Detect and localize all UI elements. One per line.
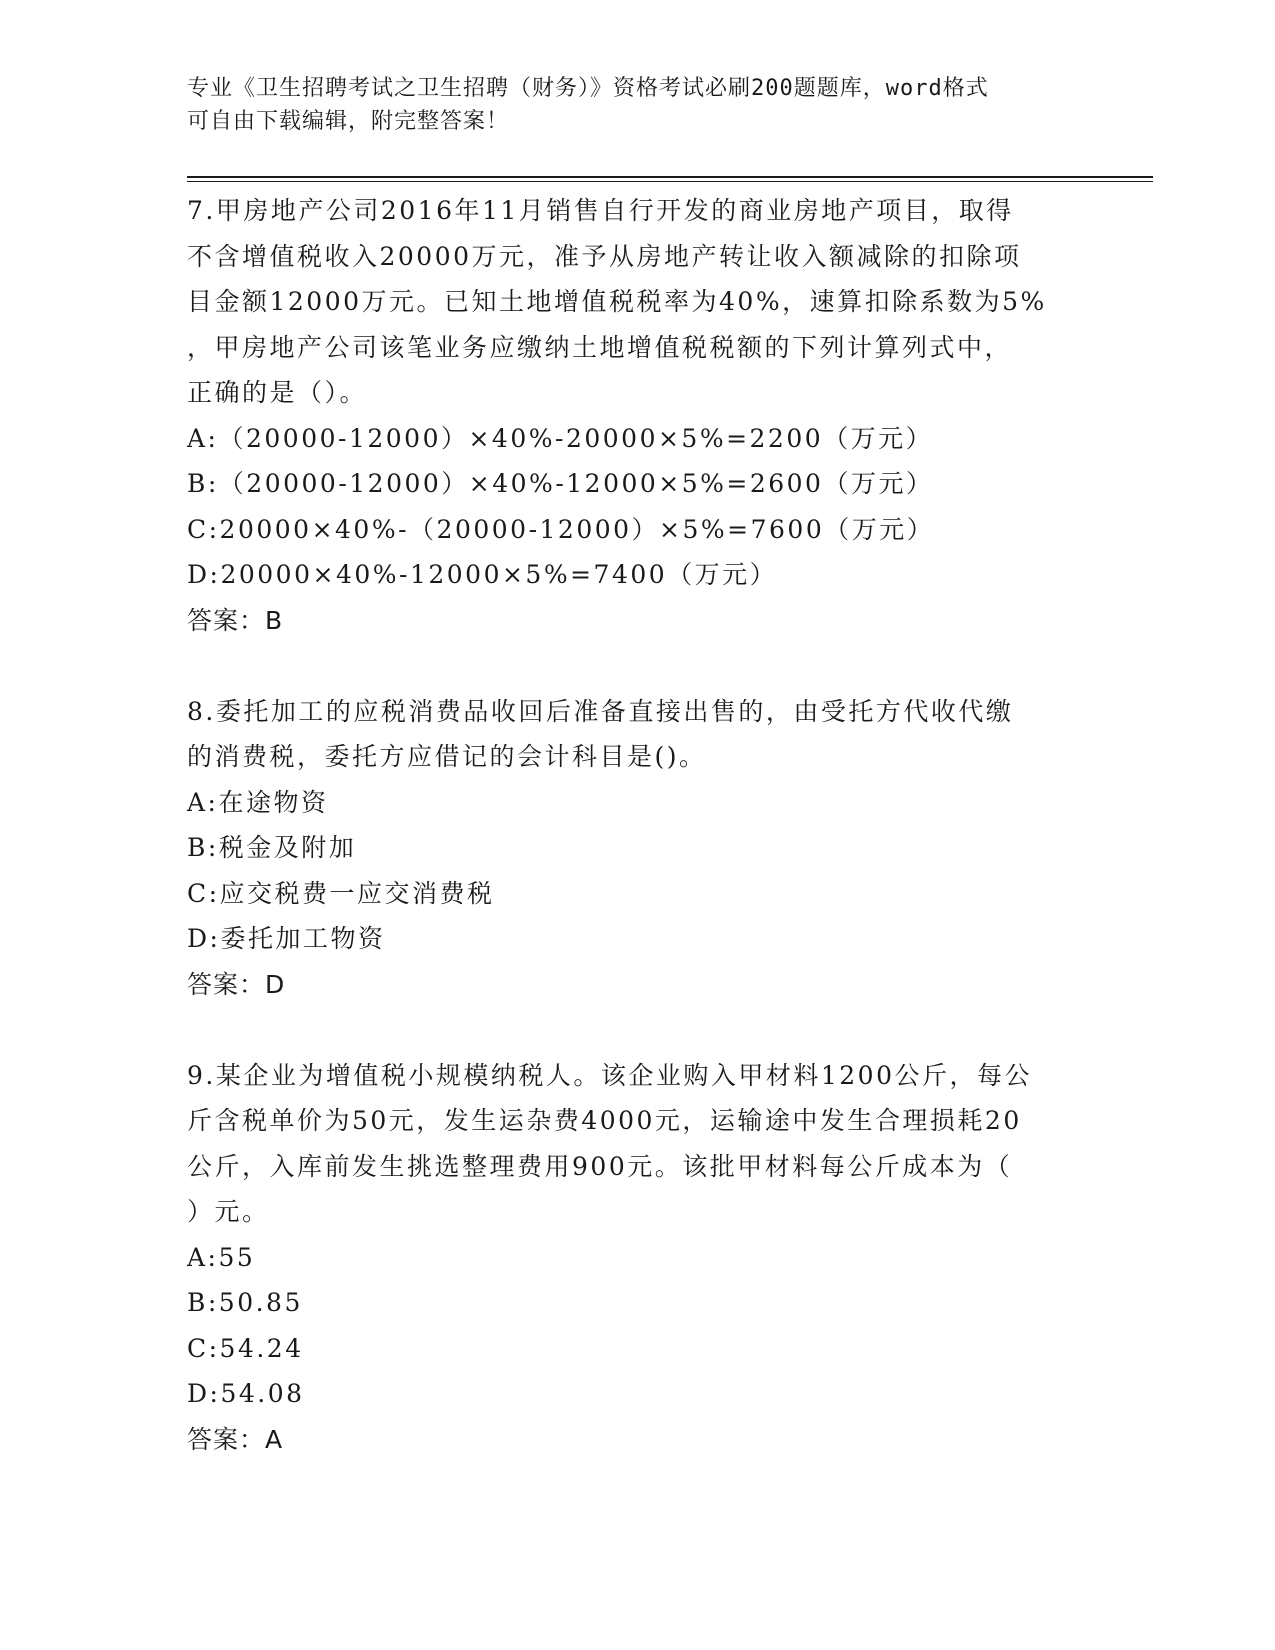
question-9 [187,1053,1087,1463]
question-list [187,188,1087,1462]
option-c: C:应交税费一应交消费税 [187,878,495,908]
option-c: C:54.24 [187,1333,304,1363]
answer-label: 答案：A [187,1424,284,1454]
question-stem-line: 正确的是（）。 [187,378,368,407]
question-stem-line: 的消费税，委托方应借记的会计科目是()。 [187,742,707,771]
question-stem-line: ）元。 [187,1197,270,1226]
option-d: D:20000×40%-12000×5%=7400（万元） [187,560,778,589]
question-stem-line: ，甲房地产公司该笔业务应缴纳土地增值税税额的下列计算列式中， [187,332,1013,362]
document-header [187,72,1067,138]
option-b: B:（20000-12000）×40%-12000×5%=2600（万元） [187,469,934,498]
option-d: D:委托加工物资 [187,924,386,953]
option-a: A:55 [187,1242,256,1272]
option-c: C:20000×40%-（20000-12000）×5%=7600（万元） [187,514,935,544]
question-stem-line: 目金额12000万元。已知土地增值税税率为40%，速算扣除系数为5% [187,287,1047,316]
header-divider-thin [187,181,1153,182]
header-divider-thick [187,176,1153,178]
answer-label: 答案：B [187,605,284,635]
question-7 [187,188,1087,643]
question-stem-line: 7.甲房地产公司2016年11月销售自行开发的商业房地产项目，取得 [187,196,1014,225]
option-d: D:54.08 [187,1379,305,1408]
question-stem-line: 9.某企业为增值税小规模纳税人。该企业购入甲材料1200公斤，每公 [187,1060,1032,1090]
option-b: B:50.85 [187,1288,303,1317]
question-stem-line: 8.委托加工的应税消费品收回后准备直接出售的，由受托方代收代缴 [187,696,1014,726]
option-a: A:在途物资 [187,787,329,817]
question-spacer [187,1007,1087,1053]
answer-label: 答案：D [187,969,286,999]
header-line-1: 专业《卫生招聘考试之卫生招聘（财务）》资格考试必刷200题题库，word格式 [187,76,989,101]
question-stem-line: 不含增值税收入20000万元，准予从房地产转让收入额减除的扣除项 [187,241,1022,271]
question-spacer [187,643,1087,689]
header-line-2: 可自由下载编辑，附完整答案！ [187,109,510,134]
option-a: A:（20000-12000）×40%-20000×5%=2200（万元） [187,423,934,453]
option-b: B:税金及附加 [187,833,357,862]
question-8 [187,689,1087,1008]
question-stem-line: 公斤，入库前发生挑选整理费用900元。该批甲材料每公斤成本为（ [187,1151,1013,1181]
question-stem-line: 斤含税单价为50元，发生运杂费4000元，运输途中发生合理损耗20 [187,1106,1022,1135]
